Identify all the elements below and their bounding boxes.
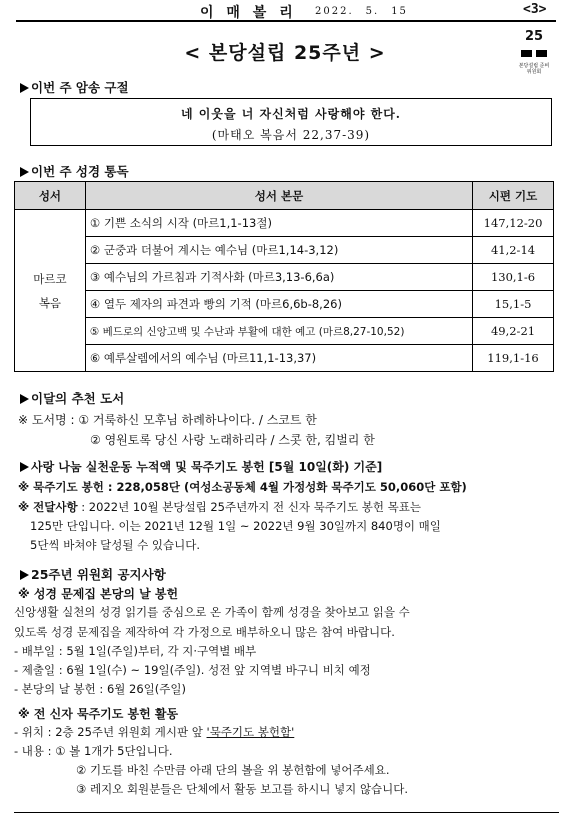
committee-sub-2: ※ 전 신자 묵주기도 봉헌 활동 bbox=[18, 707, 179, 721]
book-line-2: ② 영원토록 당신 사랑 노래하리라 / 스콧 한, 킴벌리 한 bbox=[90, 433, 375, 447]
psalm-cell: 147,12-20 bbox=[473, 210, 554, 237]
committee-bullet: - 제출일 : 6월 1일(수) ~ 19일(주일). 성전 앞 지역별 바구니 비치 예정 bbox=[14, 663, 371, 677]
notice-line-3: 5단씩 바쳐야 달성될 수 있습니다. bbox=[30, 538, 201, 552]
issue-date: 2022. 5. 15 bbox=[315, 6, 408, 17]
footer-divider bbox=[14, 812, 559, 813]
column-header: 성서 bbox=[15, 182, 86, 210]
section-committee: 25주년 위원회 공지사항 bbox=[20, 565, 166, 583]
table-row bbox=[15, 210, 554, 237]
reading-text: ② 군중과 더불어 계시는 예수님 (마르1,14-3,12) bbox=[85, 237, 472, 264]
psalm-cell: 41,2-14 bbox=[473, 237, 554, 264]
reading-text: ⑥ 예루살렘에서의 예수님 (마르11,1-13,37) bbox=[85, 345, 472, 372]
psalm-cell: 119,1-16 bbox=[473, 345, 554, 372]
triangle-bullet-icon bbox=[20, 83, 29, 93]
section-bible-reading: 이번 주 성경 통독 bbox=[20, 162, 129, 180]
reading-text: ⑤ 베드로의 신앙고백 및 수난과 부활에 대한 예고 (마르8,27-10,52) bbox=[85, 318, 472, 345]
reading-text: ③ 예수님의 가르침과 기적사화 (마르3,13-6,6a) bbox=[85, 264, 472, 291]
psalm-cell: 49,2-21 bbox=[473, 318, 554, 345]
committee-para-1: 신앙생활 실천의 성경 읽기를 중심으로 온 가족이 함께 성경을 찾아보고 읽을 수 bbox=[14, 605, 410, 619]
reading-text: ① 기쁜 소식의 시작 (마르1,1-13절) bbox=[85, 210, 472, 237]
rosary-content: ② 기도를 바친 수만큼 아래 단의 볼을 위 봉헌함에 넣어주세요. bbox=[76, 763, 390, 777]
page-number: <3> bbox=[523, 2, 547, 17]
header-divider bbox=[16, 20, 556, 22]
verse-text: 네 이웃을 너 자신처럼 사랑해야 한다. bbox=[181, 107, 401, 121]
committee-para-2: 있도록 성경 문제집을 제작하여 각 가정으로 배부하오니 많은 참여 바랍니다. bbox=[14, 625, 395, 639]
notice-line-2: 125만 단입니다. 이는 2021년 12월 1일 ~ 2022년 9월 30일까지 840명이 매일 bbox=[30, 519, 441, 533]
psalm-cell: 15,1-5 bbox=[473, 291, 554, 318]
rosary-total: ※ 묵주기도 봉헌 : 228,058단 (여성소공동체 4월 가정성화 묵주기도 50,060단 포함) bbox=[18, 480, 467, 494]
reading-table bbox=[14, 181, 554, 372]
book-cell: 마르코 복음 bbox=[15, 210, 86, 372]
church-icon bbox=[517, 49, 551, 59]
verse-reference: (마태오 복음서 22,37-39) bbox=[211, 128, 371, 142]
table-row bbox=[15, 264, 554, 291]
rosary-content: - 내용 : ① 볼 1개가 5단입니다. bbox=[14, 744, 173, 758]
section-recommended-books: 이달의 추천 도서 bbox=[20, 389, 124, 407]
rosary-location: - 위치 : 2층 25주년 위원회 게시판 앞 '묵주기도 봉헌함' bbox=[14, 725, 295, 739]
table-row bbox=[15, 291, 554, 318]
notice-line-1: ※ 전달사항 : 2022년 10월 본당설립 25주년까지 전 신자 묵주기도 봉헌 목표는 bbox=[18, 500, 421, 514]
reading-text: ④ 열두 제자의 파견과 빵의 기적 (마르6,6b-8,26) bbox=[85, 291, 472, 318]
triangle-bullet-icon bbox=[20, 462, 29, 472]
rosary-content: ③ 레지오 회원분들은 단체에서 활동 보고를 하시니 넣지 않습니다. bbox=[76, 782, 409, 796]
psalm-cell: 130,1-6 bbox=[473, 264, 554, 291]
table-row bbox=[15, 318, 554, 345]
committee-bullet: - 배부일 : 5월 1일(주일)부터, 각 지·구역별 배부 bbox=[14, 644, 257, 658]
column-header: 성서 본문 bbox=[85, 182, 472, 210]
anniversary-logo bbox=[517, 29, 551, 75]
logo-number: 25 bbox=[524, 29, 544, 44]
table-row bbox=[15, 237, 554, 264]
section-sharing: 사랑 나눔 실천운동 누적액 및 묵주기도 봉헌 [5월 10일(화) 기준] bbox=[20, 458, 382, 475]
book-line-1: ※ 도서명 : ① 거룩하신 모후님 하례하나이다. / 스코트 한 bbox=[18, 413, 317, 427]
triangle-bullet-icon bbox=[20, 570, 29, 580]
page-banner: < 본당설립 25주년 > bbox=[184, 42, 386, 64]
newsletter-title: 이 매 볼 리 bbox=[200, 5, 297, 21]
logo-text: 본당설립 준비위원회 bbox=[518, 63, 550, 75]
section-memory-verse: 이번 주 암송 구절 bbox=[20, 78, 129, 96]
committee-bullet: - 본당의 날 봉헌 : 6월 26일(주일) bbox=[14, 682, 186, 696]
table-header-row bbox=[15, 182, 554, 210]
triangle-bullet-icon bbox=[20, 394, 29, 404]
column-header: 시편 기도 bbox=[473, 182, 554, 210]
table-row bbox=[15, 345, 554, 372]
committee-sub-1: ※ 성경 문제집 본당의 날 봉헌 bbox=[18, 587, 179, 601]
memory-verse-box bbox=[30, 98, 552, 146]
triangle-bullet-icon bbox=[20, 167, 29, 177]
